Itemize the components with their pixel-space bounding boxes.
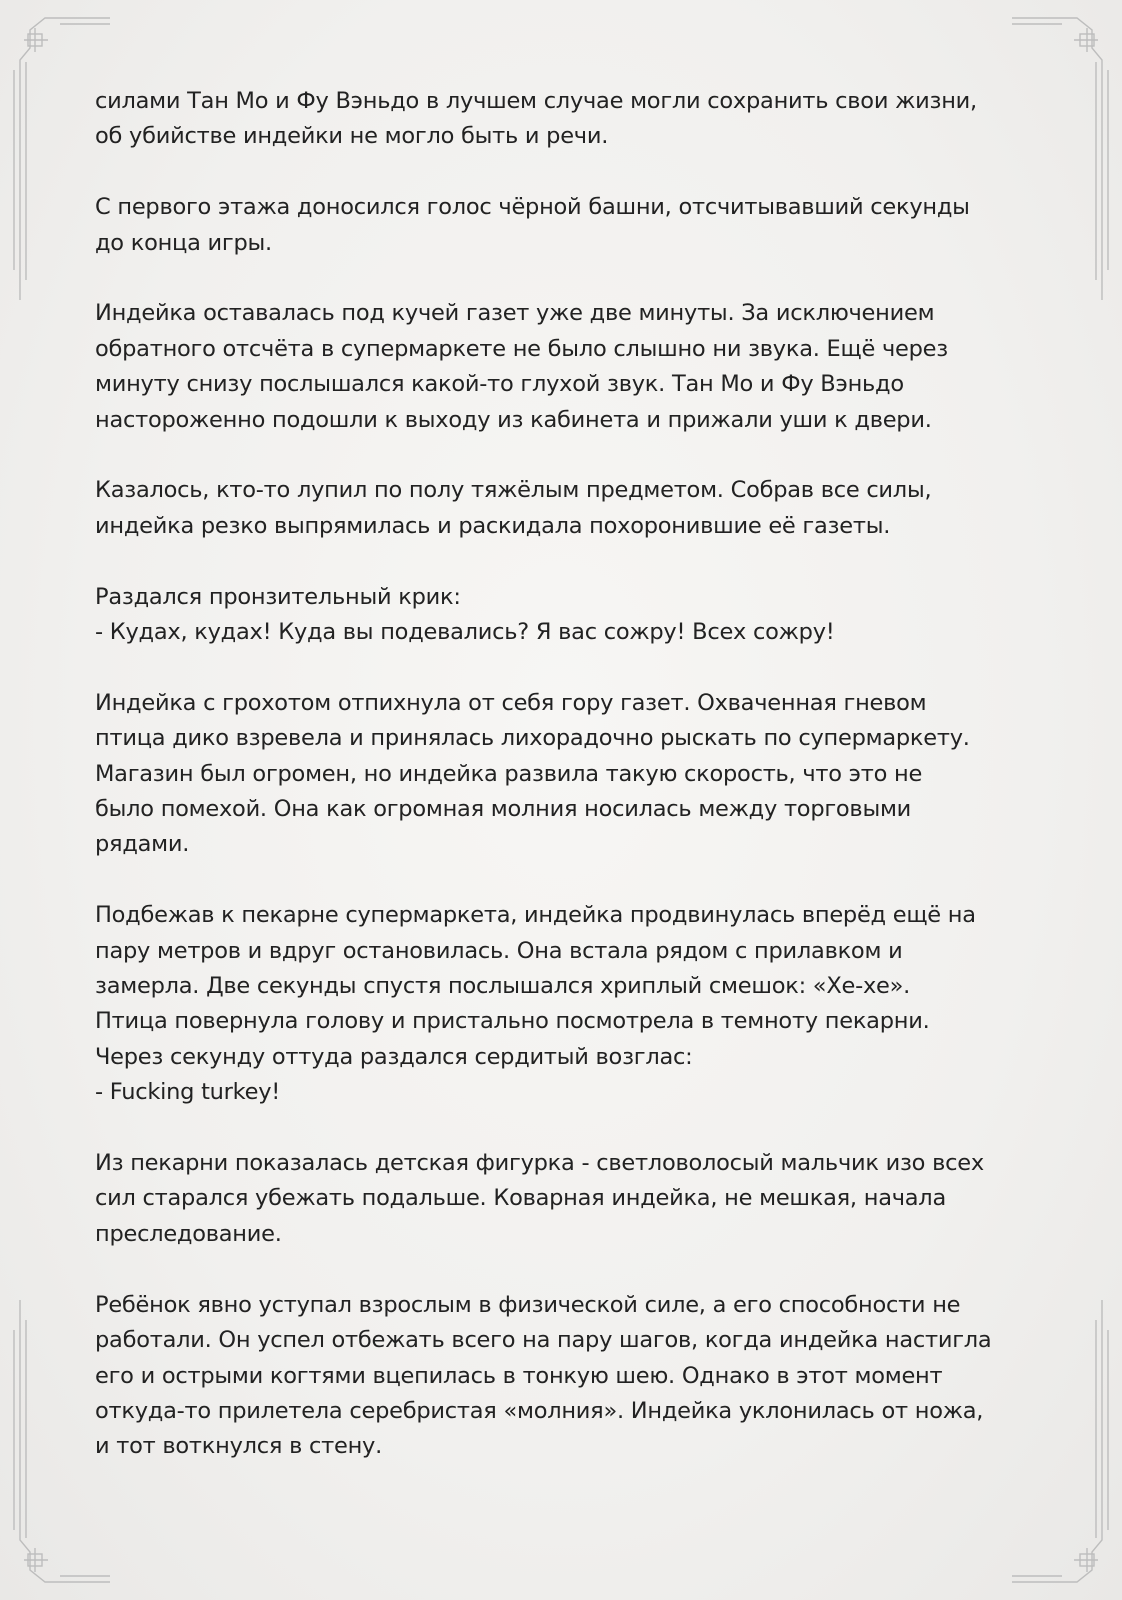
text-line: преследование. (95, 1220, 282, 1247)
text-line: Индейка оставалась под кучей газет уже две минуты. За исключением (95, 300, 935, 327)
text-line: Через секунду оттуда раздался сердитый возглас: (95, 1043, 693, 1070)
text-line: силами Тан Мо и Фу Вэньдо в лучшем случае могли сохранить свои жизни, (95, 88, 977, 114)
paragraph (95, 296, 1045, 438)
text-line: С первого этажа доносился голос чёрной башни, отсчитывавший секунды (95, 194, 970, 221)
text-line: настороженно подошли к выходу из кабинета и прижали уши к двери. (95, 406, 932, 433)
text-line: - Fucking turkey! (95, 1079, 281, 1106)
text-line: Из пекарни показалась детская фигурка - светловолосый мальчик изо всех (95, 1150, 984, 1177)
text-line: рядами. (95, 831, 190, 858)
text-line: Птица повернула голову и пристально посмотрела в темноту пекарни. (95, 1008, 930, 1035)
text-line: его и острыми когтями вцепилась в тонкую шею. Однако в этот момент (95, 1362, 943, 1389)
text-line: Ребёнок явно уступал взрослым в физической силе, а его способности не (95, 1291, 961, 1318)
paragraph (95, 1288, 1045, 1465)
paragraph (95, 580, 1045, 651)
text-line: Раздался пронзительный крик: (95, 583, 461, 610)
paragraph (95, 473, 1045, 544)
document-body (95, 84, 1045, 1500)
text-line: было помехой. Она как огромная молния носилась между торговыми (95, 796, 912, 823)
text-line: минуту снизу послышался какой-то глухой звук. Тан Мо и Фу Вэньдо (95, 371, 904, 398)
paragraph (95, 190, 1045, 261)
text-line: - Кудах, кудах! Куда вы подевались? Я вас сожру! Всех сожру! (95, 619, 835, 646)
paragraph (95, 1146, 1045, 1252)
text-line: Магазин был огромен, но индейка развила такую скорость, что это не (95, 760, 923, 787)
text-line: и тот воткнулся в стену. (95, 1433, 383, 1460)
text-line: птица дико взревела и принялась лихорадочно рыскать по супермаркету. (95, 725, 970, 752)
text-line: Казалось, кто-то лупил по полу тяжёлым предметом. Собрав все силы, (95, 477, 932, 504)
text-line: индейка резко выпрямилась и раскидала похоронившие её газеты. (95, 512, 891, 539)
text-line: до конца игры. (95, 229, 272, 256)
text-line: работали. Он успел отбежать всего на пару шагов, когда индейка настигла (95, 1327, 992, 1354)
text-line: замерла. Две секунды спустя послышался хриплый смешок: «Хе-хе». (95, 973, 911, 1000)
paragraph (95, 686, 1045, 863)
text-line: сил старался убежать подальше. Коварная индейка, не мешкая, начала (95, 1185, 946, 1212)
text-line: обратного отсчёта в супермаркете не было слышно ни звука. Ещё через (95, 335, 948, 362)
corner-ornament-bottom-left (0, 1300, 110, 1600)
paragraph (95, 898, 1045, 1110)
text-line: пару метров и вдруг остановилась. Она встала рядом с прилавком и (95, 937, 903, 964)
paragraph (95, 84, 1045, 155)
text-line: Подбежав к пекарне супермаркета, индейка продвинулась вперёд ещё на (95, 902, 976, 929)
corner-ornament-top-left (0, 0, 110, 300)
text-line: Индейка с грохотом отпихнула от себя гору газет. Охваченная гневом (95, 689, 927, 716)
text-line: откуда-то прилетела серебристая «молния». Индейка уклонилась от ножа, (95, 1397, 984, 1424)
text-line: об убийстве индейки не могло быть и речи. (95, 123, 609, 150)
